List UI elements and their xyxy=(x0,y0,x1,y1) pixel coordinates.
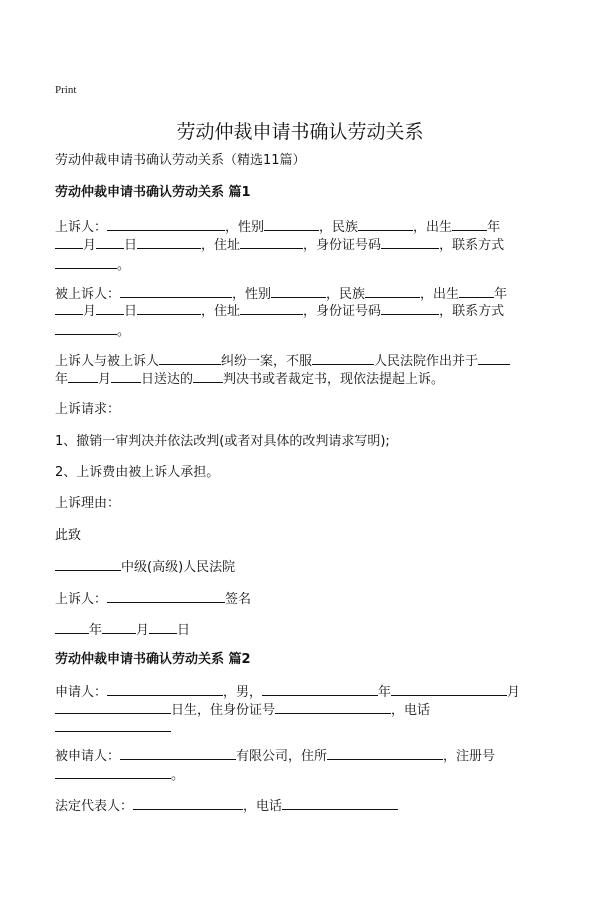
section-2-heading: 劳动仲裁申请书确认劳动关系 篇2 xyxy=(55,652,251,667)
year-blank[interactable] xyxy=(478,352,510,365)
ethnicity-blank[interactable] xyxy=(365,285,420,298)
birth-month-blank[interactable] xyxy=(55,302,83,315)
appellant-name-blank[interactable] xyxy=(107,218,225,231)
request-2: 2、上诉费由被上诉人承担。 xyxy=(55,465,220,480)
contact-blank[interactable] xyxy=(55,256,117,269)
legal-rep-label: 法定代表人： xyxy=(55,799,134,814)
birth-day-blank[interactable] xyxy=(96,236,124,249)
month-label: 月 xyxy=(83,304,97,319)
birth-year-blank[interactable] xyxy=(452,218,487,231)
statement-line-2 xyxy=(55,370,444,388)
birth-year-blank[interactable] xyxy=(459,285,494,298)
statement-part-2: 纠纷一案，不服 xyxy=(221,354,313,369)
birth-day-blank[interactable] xyxy=(55,701,171,714)
phone-blank[interactable] xyxy=(55,719,171,732)
address-blank[interactable] xyxy=(327,747,443,760)
appellee-line-3 xyxy=(55,322,130,340)
day-extra-blank[interactable] xyxy=(137,236,201,249)
birth-year-blank[interactable] xyxy=(262,683,378,696)
birth-label: ，出生 xyxy=(420,287,460,302)
court-name-blank[interactable] xyxy=(55,558,121,571)
appellee-line-1 xyxy=(55,285,507,303)
ethnicity-label: ，民族 xyxy=(319,220,359,235)
applicant-line-3 xyxy=(55,719,171,737)
reg-blank[interactable] xyxy=(55,766,171,779)
date-year-blank[interactable] xyxy=(55,621,89,634)
id-blank[interactable] xyxy=(381,302,439,315)
date-month-blank[interactable] xyxy=(102,621,136,634)
applicant-label: 申请人： xyxy=(55,685,108,700)
sign-label: 签名 xyxy=(225,592,252,607)
month-label: 月 xyxy=(136,623,150,638)
appellee-line-2 xyxy=(55,302,504,320)
date-line xyxy=(55,621,190,639)
statement-part-3: 人民法院作出并于 xyxy=(374,354,479,369)
ethnicity-label: ，民族 xyxy=(326,287,366,302)
male-label: ，男， xyxy=(223,685,263,700)
appellee-label: 被上诉人： xyxy=(55,287,121,302)
legal-rep-line xyxy=(55,797,398,815)
respondent-name-blank[interactable] xyxy=(120,747,236,760)
contact-blank[interactable] xyxy=(55,322,117,335)
birth-day-blank[interactable] xyxy=(96,302,124,315)
month-label: 月 xyxy=(507,685,521,700)
judgment-blank[interactable] xyxy=(193,370,223,383)
respondent-line-1 xyxy=(55,747,495,765)
id-label: ，身份证号码 xyxy=(303,304,382,319)
respondent-line-2 xyxy=(55,766,184,784)
year-label: 年 xyxy=(378,685,392,700)
id-blank[interactable] xyxy=(275,701,391,714)
request-1: 1、撤销一审判决并依法改判(或者对具体的改判请求写明); xyxy=(55,434,390,449)
address-blank[interactable] xyxy=(240,236,303,249)
company-label: 有限公司，住所 xyxy=(236,749,328,764)
statement-part-5: 判决书或者裁定书，现依法提起上诉。 xyxy=(223,372,445,387)
month-label: 月 xyxy=(83,238,97,253)
legal-rep-blank[interactable] xyxy=(133,797,243,810)
day-label: 日 xyxy=(124,238,138,253)
court-blank[interactable] xyxy=(312,352,374,365)
period: 。 xyxy=(117,258,131,273)
period: 。 xyxy=(171,768,185,783)
period: 。 xyxy=(117,324,131,339)
appellant-label: 上诉人： xyxy=(55,220,108,235)
year-label: 年 xyxy=(494,287,508,302)
signature-label: 上诉人： xyxy=(55,592,108,607)
statement-line-1 xyxy=(55,352,510,370)
birth-label: ，出生 xyxy=(413,220,453,235)
salutation: 此致 xyxy=(55,528,82,543)
address-blank[interactable] xyxy=(240,302,303,315)
court-label: 中级(高级)人民法院 xyxy=(121,560,236,575)
day-label: 日 xyxy=(124,304,138,319)
ethnicity-blank[interactable] xyxy=(358,218,413,231)
date-day-blank[interactable] xyxy=(149,621,177,634)
signature-blank[interactable] xyxy=(107,590,225,603)
year-label: 年 xyxy=(55,372,69,387)
appellee-name-blank[interactable] xyxy=(120,285,232,298)
document-title: 劳动仲裁申请书确认劳动关系 xyxy=(176,121,424,143)
court-line xyxy=(55,558,235,576)
month-label: 月 xyxy=(98,372,112,387)
dispute-blank[interactable] xyxy=(159,352,221,365)
address-label: ，住址 xyxy=(201,238,241,253)
day-blank[interactable] xyxy=(111,370,141,383)
reasons-label: 上诉理由： xyxy=(55,496,121,511)
address-label: ，住址 xyxy=(201,304,241,319)
statement-part-4: 日送达的 xyxy=(141,372,194,387)
phone-blank[interactable] xyxy=(282,797,398,810)
section-1-heading: 劳动仲裁申请书确认劳动关系 篇1 xyxy=(55,185,251,200)
born-label: 日生，住身份证号 xyxy=(171,703,276,718)
year-label: 年 xyxy=(487,220,501,235)
day-label: 日 xyxy=(177,623,191,638)
applicant-line-1 xyxy=(55,683,520,701)
requests-label: 上诉请求： xyxy=(55,402,121,417)
contact-label: ，联系方式 xyxy=(439,304,505,319)
gender-label: ，性别 xyxy=(225,220,265,235)
month-blank[interactable] xyxy=(68,370,98,383)
statement-part-1: 上诉人与被上诉人 xyxy=(55,354,160,369)
birth-month-blank[interactable] xyxy=(391,683,507,696)
phone-label: ，电话 xyxy=(391,703,431,718)
reg-label: ，注册号 xyxy=(443,749,496,764)
appellant-line-3 xyxy=(55,256,130,274)
signature-line xyxy=(55,590,251,608)
year-label: 年 xyxy=(89,623,103,638)
contact-label: ，联系方式 xyxy=(439,238,505,253)
applicant-name-blank[interactable] xyxy=(107,683,223,696)
gender-blank[interactable] xyxy=(271,285,326,298)
print-label: Print xyxy=(55,84,77,96)
birth-month-blank[interactable] xyxy=(55,236,83,249)
appellant-line-2 xyxy=(55,236,504,254)
gender-label: ，性别 xyxy=(232,287,272,302)
document-subtitle: 劳动仲裁申请书确认劳动关系（精选11篇） xyxy=(55,153,306,168)
gender-blank[interactable] xyxy=(264,218,319,231)
id-blank[interactable] xyxy=(381,236,439,249)
day-extra-blank[interactable] xyxy=(137,302,201,315)
respondent-label: 被申请人： xyxy=(55,749,121,764)
applicant-line-2 xyxy=(55,701,430,719)
appellant-line-1 xyxy=(55,218,500,236)
id-label: ，身份证号码 xyxy=(303,238,382,253)
phone-label: ，电话 xyxy=(243,799,283,814)
